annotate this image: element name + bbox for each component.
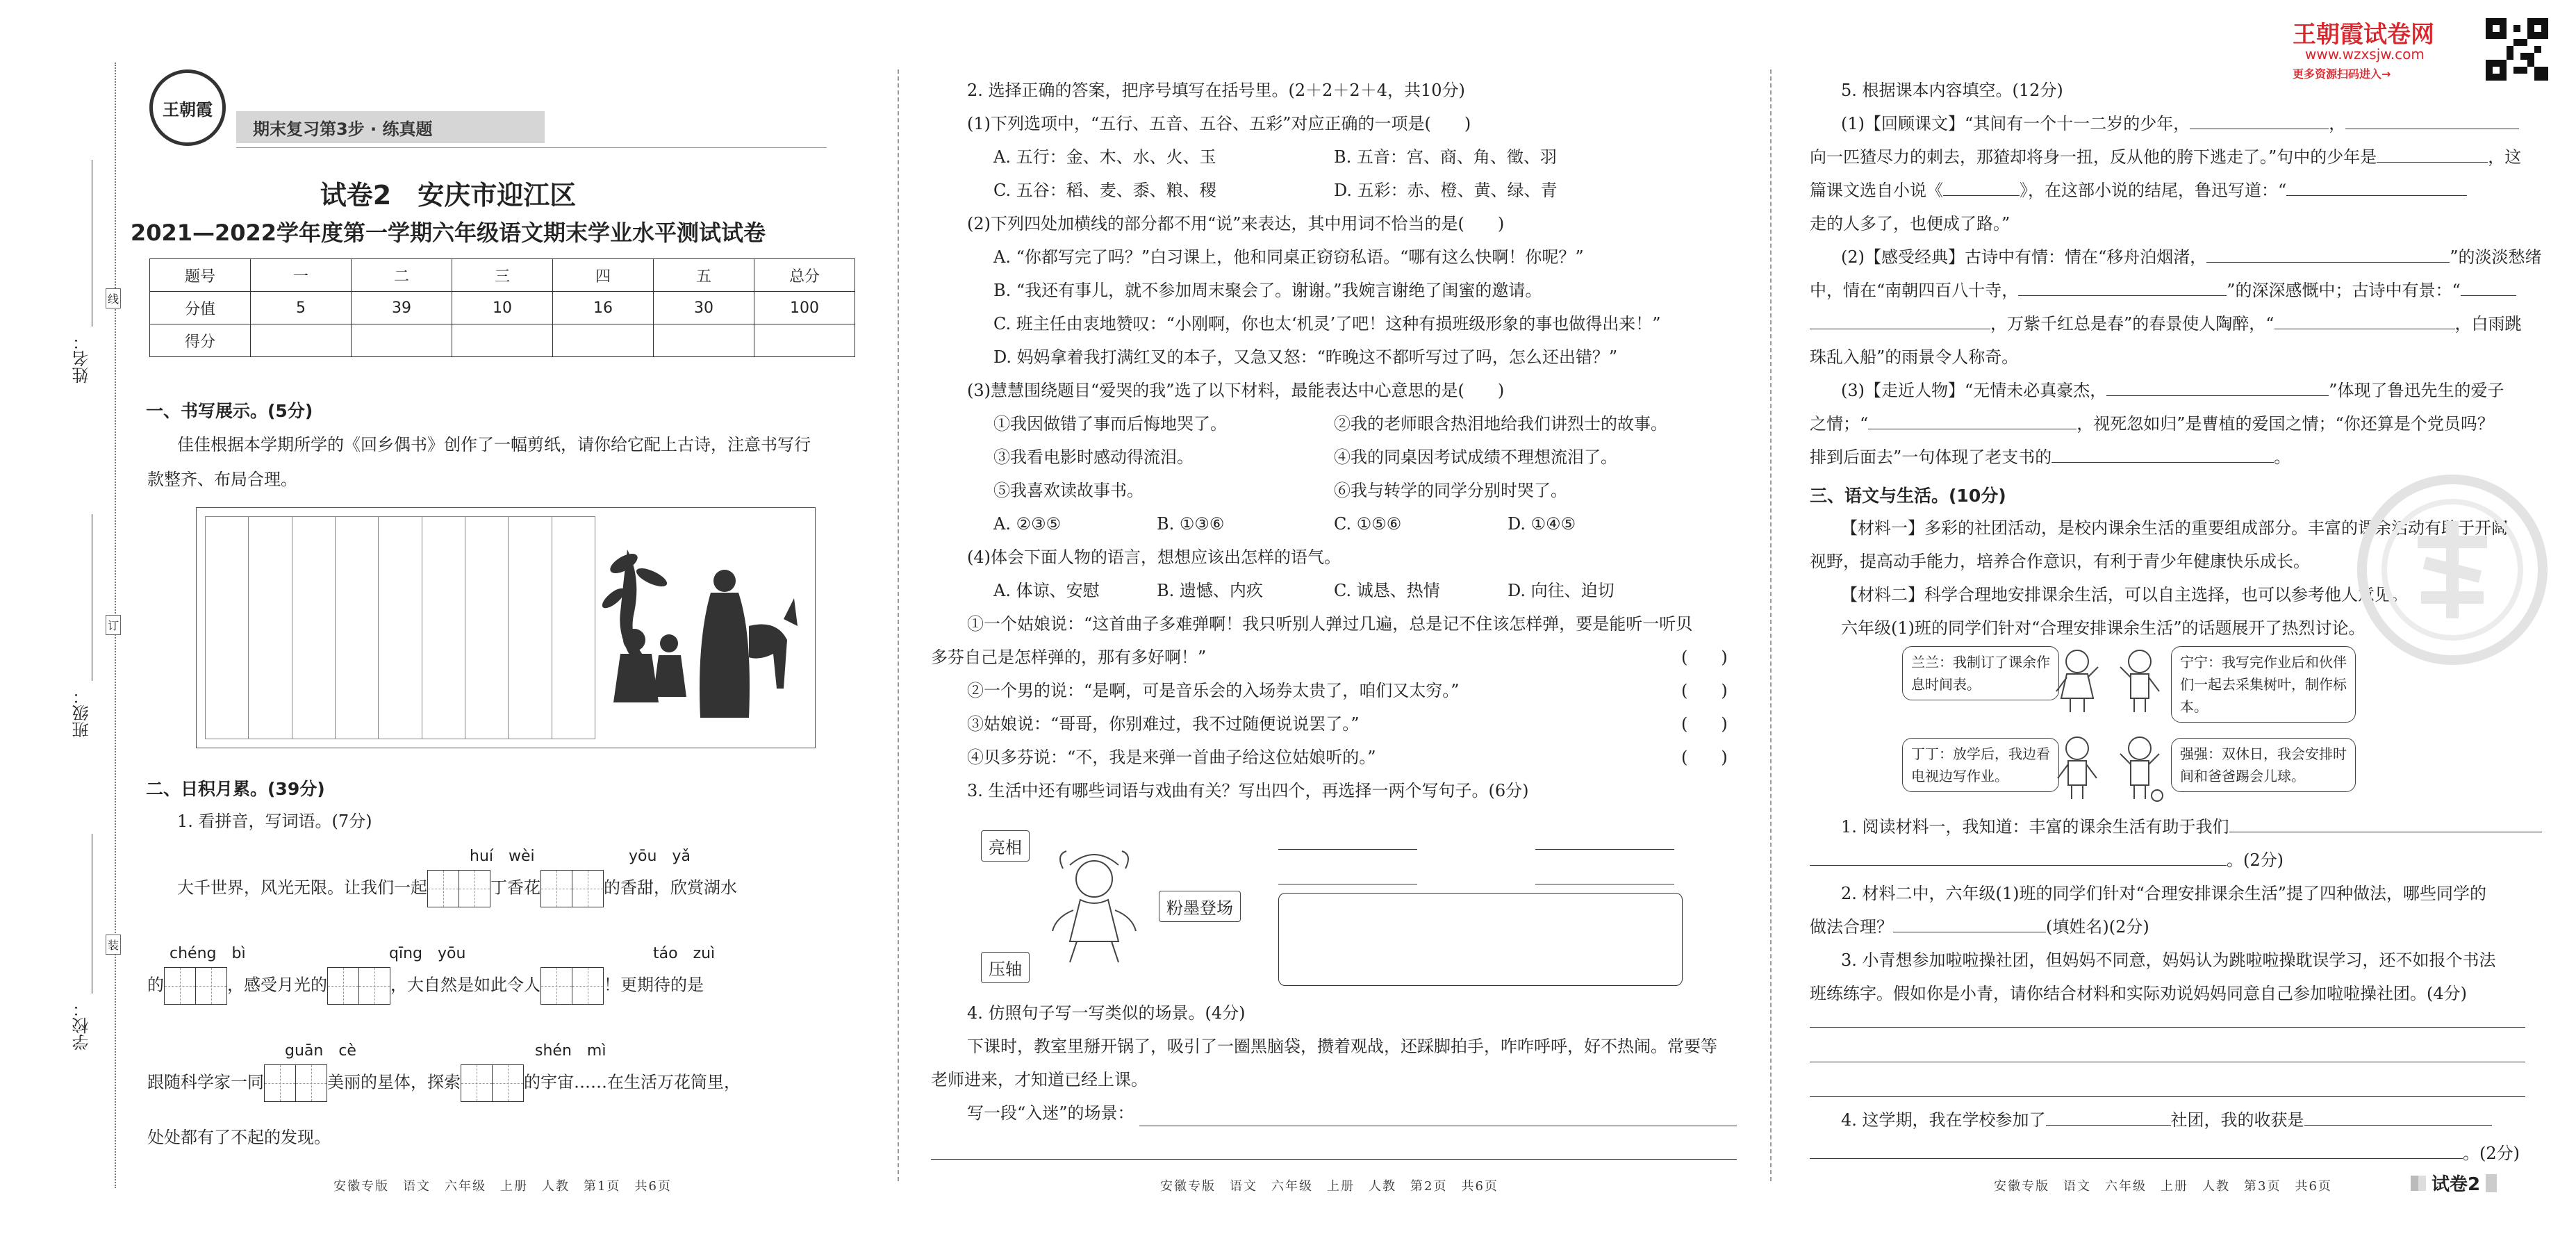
score-header-cell: 题号 [150, 259, 251, 292]
q3-title: 3. 生活中还有哪些词语与戏曲有关？写出四个，再选择一两个写句子。(6分) [967, 781, 1529, 800]
watermark-seal-icon [2355, 472, 2550, 667]
banner-rule [236, 147, 827, 148]
p4-text-a: 4. 这学期，我在学校参加了 [1841, 1110, 2046, 1130]
q1-title: 1. 看拼音，写词语。(7分) [177, 812, 372, 831]
q5-2-e: ，万紫千红总是春”的春景使人陶醉，“ [1990, 314, 2274, 334]
q5-1-a: (1)【回顾课文】“其间有一个十一二岁的少年， [1841, 114, 2190, 133]
paper-number-text: 试卷2 [2431, 1174, 2481, 1195]
answer-blank[interactable] [2046, 1108, 2171, 1126]
q4-prompt: 写一段“入迷”的场景： [967, 1103, 1134, 1123]
q5-1-g: 走的人多了，也便成了路。” [1810, 214, 2011, 233]
answer-blank[interactable] [1810, 848, 2227, 866]
answer-blank[interactable] [2345, 112, 2519, 129]
answer-blank[interactable] [1868, 412, 2077, 429]
exam-subtitle: 2021—2022学年度第一学期六年级语文期末学业水平测试试卷 [130, 220, 766, 246]
opera-figure-illustration [1042, 848, 1146, 966]
score-got-cell[interactable] [452, 324, 553, 357]
q5-2-line-2 [1810, 275, 2516, 307]
q5-3-a: (3)【走近人物】“无情未必真豪杰， [1841, 381, 2107, 400]
binding-mark-3: 装 [106, 935, 121, 955]
score-got-cell[interactable] [352, 324, 452, 357]
p2-text-a: 2. 材料二中，六年级(1)班的同学们针对“合理安排课余生活”提了四种做法，哪些同学的 [1841, 884, 2487, 903]
page-divider-2 [1770, 69, 1772, 1181]
q4-text-2: 老师进来，才知道已经上课。 [931, 1070, 1148, 1089]
page-3-footer: 安徽专版 语文 六年级 上册 人教 第3页 共6页 [1994, 1179, 2332, 1194]
q2-3: (3)慧慧围绕题目“爱哭的我”选了以下材料，最能表达中心意思的是( ) [967, 381, 1505, 400]
line-3 [147, 1064, 741, 1102]
score-value-cell: 39 [352, 292, 452, 324]
p3-text-b: 班练练字。假如你是小青，请你结合材料和实际劝说妈妈同意自己参加啦啦操社团。(4分) [1810, 984, 2467, 1003]
q5-1-c: 向一匹猹尽力的刺去，那猹却将身一扭，反从他的胯下逃走了。”句中的少年是 [1810, 147, 2377, 167]
q2-3-b: B. ①③⑥ [1157, 514, 1225, 534]
q5-3-d: ，视死忽如归”是曹植的爱国之情；“你还算是个党员吗？ [2077, 414, 2494, 434]
q5-1-d: ，这 [2488, 147, 2522, 167]
q2-4-s2: ②一个男的说：“是啊，可是音乐会的入场券太贵了，咱们又太穷。” [967, 681, 1460, 700]
q5-2-d: ”的深深感慨中；古诗中有景：“ [2227, 281, 2461, 300]
opera-word-fenmo: 粉墨登场 [1159, 891, 1241, 922]
score-header-cell: 三 [452, 259, 553, 292]
score-header-cell: 二 [352, 259, 452, 292]
qr-code-icon[interactable] [2486, 18, 2548, 81]
site-tip: 更多资源扫码进入→ [2293, 67, 2391, 81]
line-2-text-c: ，大自然是如此令人 [390, 975, 540, 995]
answer-blank[interactable] [2461, 279, 2516, 296]
writing-column[interactable] [422, 517, 465, 739]
q5-1-e: 篇课文选自小说《 [1810, 181, 1943, 200]
line-2-text-a: 的 [147, 975, 164, 995]
page-2-footer: 安徽专版 语文 六年级 上册 人教 第2页 共6页 [1160, 1179, 1498, 1194]
score-header-cell: 五 [654, 259, 754, 292]
paper-number-badge [2411, 1170, 2497, 1196]
badge-bar-icon [2486, 1174, 2497, 1192]
q2-1-a: A. 五行：金、木、水、火、玉 [993, 147, 1216, 167]
student-dingding-icon [2053, 733, 2102, 802]
student-lanlan-icon [2053, 646, 2102, 716]
binding-mark-2: 订 [106, 615, 121, 635]
q5-2-c: 中，情在“南朝四百八十寺， [1810, 281, 2019, 300]
binding-mark-1: 线 [106, 288, 121, 308]
p3-answer-line[interactable] [1810, 1096, 2525, 1097]
q2-3-d: D. ①④⑤ [1508, 514, 1576, 534]
p4-line-2 [1810, 1138, 2520, 1170]
sentence-box[interactable] [1278, 893, 1683, 986]
q4-text-1: 下课时，教室里掰开锅了，吸引了一圈黑脑袋，攒着观战，还踩脚拍手，咋咋呼呼，好不热闹。常要等 [967, 1037, 1717, 1056]
material-1-a: 【材料一】多彩的社团活动，是校内课余生活的重要组成部分。丰富的课余活动有助于开阔 [1841, 518, 2508, 538]
score-value-cell: 16 [553, 292, 654, 324]
q5-3-b: ”体现了鲁迅先生的爱子 [2329, 381, 2504, 400]
q2-1-b: B. 五音：宫、商、角、徵、羽 [1334, 147, 1557, 167]
q5-3-line-1 [1841, 375, 2504, 407]
section-3-title: 三、语文与生活。(10分) [1810, 486, 2006, 506]
q2-4-s4: ④贝多芬说：“不，我是来弹一首曲子给这位姑娘听的。” [967, 748, 1376, 767]
q2-3-c: C. ①⑤⑥ [1334, 514, 1402, 534]
pinyin-qingyou: qīng yōu [389, 945, 466, 962]
answer-boxes-qingyou[interactable] [327, 967, 390, 1005]
answer-blank[interactable] [2106, 379, 2329, 396]
line-1-text-a: 大千世界，风光无限。让我们一起 [177, 878, 427, 898]
word-line[interactable] [1535, 849, 1674, 850]
q2-4: (4)体会下面人物的语言，想想应该出怎样的语气。 [967, 548, 1341, 567]
speech-bubble-qiangqiang: 强强：双休日，我会安排时间和爸爸踢会儿球。 [2171, 738, 2356, 792]
q2-4-c: C. 诚恳、热情 [1334, 581, 1440, 600]
p3-answer-line[interactable] [1810, 1027, 2525, 1028]
q5-3-line-3 [1810, 442, 2290, 474]
score-value-cell: 分值 [150, 292, 251, 324]
q5-3-f: 。 [2274, 447, 2291, 467]
q5-2-line-1 [1841, 242, 2542, 274]
score-table-got-row [150, 324, 855, 357]
q4-title: 4. 仿照句子写一写类似的场景。(4分) [967, 1003, 1246, 1023]
answer-paren[interactable]: ( ) [1681, 748, 1728, 767]
q5-3-e: 排到后面去”一句体现了老支书的 [1810, 447, 2052, 467]
writing-column[interactable] [206, 517, 249, 739]
line-4: 处处都有了不起的发现。 [147, 1128, 331, 1147]
line-3-text-a: 跟随科学家一同 [147, 1072, 264, 1092]
exam-title: 试卷2 安庆市迎江区 [320, 180, 577, 211]
score-value-cell: 5 [251, 292, 352, 324]
q2-3-o5: ⑤我喜欢读故事书。 [993, 481, 1143, 500]
speech-bubble-ningning: 宁宁：我写完作业后和伙伴们一起去采集树叶，制作标本。 [2171, 646, 2356, 723]
answer-paren[interactable]: ( ) [1681, 648, 1728, 667]
speech-bubble-lanlan: 兰兰：我制订了课余作息时间表。 [1902, 646, 2059, 700]
answer-boxes-guance[interactable] [264, 1064, 327, 1102]
score-got-cell[interactable] [553, 324, 654, 357]
answer-blank[interactable] [2229, 815, 2542, 832]
q5-1-line-3 [1810, 175, 2467, 207]
q2-title: 2. 选择正确的答案，把序号填写在括号里。(2＋2＋2＋4，共10分) [967, 81, 1465, 100]
q2-3-o3: ③我看电影时感动得流泪。 [993, 447, 1194, 467]
q5-title: 5. 根据课本内容填空。(12分) [1841, 81, 2063, 100]
q5-1-b: ， [2329, 114, 2346, 133]
s1-text-2: 款整齐、布局合理。 [147, 470, 297, 489]
answer-boxes-taozui[interactable] [540, 967, 604, 1005]
answer-blank[interactable] [1810, 1142, 2463, 1159]
answer-blank[interactable] [1943, 179, 2020, 196]
score-value-cell: 30 [654, 292, 754, 324]
answer-boxes-youya[interactable] [540, 870, 604, 907]
line-2 [147, 967, 704, 1005]
q5-3-c: 之情；“ [1810, 414, 1869, 434]
p2-line-2 [1810, 912, 2149, 944]
writing-column[interactable] [249, 517, 292, 739]
q2-1-d: D. 五彩：赤、橙、黄、绿、青 [1334, 181, 1558, 200]
answer-blank[interactable] [2304, 1108, 2492, 1126]
q2-1: (1)下列选项中，“五行、五音、五谷、五彩”对应正确的一项是( ) [967, 114, 1471, 133]
pinyin-guance: guān cè [285, 1042, 356, 1060]
writing-column[interactable] [465, 517, 509, 739]
calligraphy-columns [205, 516, 595, 739]
line-1 [177, 870, 737, 907]
line-2-text-b: ，感受月光的 [227, 975, 327, 995]
q2-4-d: D. 向往、迫切 [1508, 581, 1615, 600]
binding-name-label: 姓名： [72, 334, 92, 384]
answer-blank[interactable] [2051, 445, 2274, 463]
binding-school-label: 学校： [72, 1001, 92, 1051]
pinyin-youya: yōu yǎ [629, 848, 691, 865]
answer-blank[interactable] [2206, 245, 2450, 263]
badge-squares-icon [2411, 1176, 2426, 1191]
q2-2-a: A. “你都写完了吗？”白习课上，他和同桌正窃窃私语。“哪有这么快啊！你呢？” [993, 247, 1584, 267]
q2-3-o4: ④我的同桌因考试成绩不理想流泪了。 [1334, 447, 1617, 467]
opera-word-yazhou: 压轴 [981, 952, 1030, 983]
p1-text: 1. 阅读材料一，我知道：丰富的课余生活有助于我们 [1841, 817, 2229, 837]
page-1-footer: 安徽专版 语文 六年级 上册 人教 第1页 共6页 [333, 1179, 672, 1194]
answer-blank[interactable] [2286, 179, 2467, 196]
s1-text-1: 佳佳根据本学期所学的《回乡偶书》创作了一幅剪纸，请你给它配上古诗，注意书写行 [177, 435, 811, 454]
line-3-text-b: 美丽的星体，探索 [327, 1072, 461, 1092]
q2-4-s1a: ①一个姑娘说：“这首曲子多难弹啊！我只听别人弹过几遍，总是记不住该怎样弹，要是能听一听贝 [967, 614, 1693, 634]
answer-blank[interactable] [2377, 145, 2488, 163]
q2-4-s1b: 多芬自己是怎样弹的，那有多好啊！” [931, 648, 1207, 667]
score-table-header-row [150, 259, 855, 292]
q5-3-line-2 [1810, 409, 2494, 441]
binding-class-label: 班级： [72, 688, 92, 738]
q2-4-b: B. 遗憾、内疚 [1157, 581, 1263, 600]
line-1-text-b: 丁香花 [490, 878, 540, 898]
q2-2-c: C. 班主任由衷地赞叹：“小刚啊，你也太‘机灵’了吧！这种有损班级形象的事也做得出来！” [993, 314, 1661, 334]
p1-end: 。(2分) [2227, 850, 2284, 870]
q2-2-d: D. 妈妈拿着我打满红叉的本子，又急又怒：“昨晚这不都听写过了吗，怎么还出错？” [993, 347, 1618, 367]
line-3-text-c: 的宇宙……在生活万花筒里， [524, 1072, 741, 1092]
discussion-intro: 六年级(1)班的同学们针对“合理安排课余生活”的话题展开了热烈讨论。 [1841, 618, 2366, 638]
score-header-cell: 总分 [754, 259, 855, 292]
q2-3-o1: ①我因做错了事而后悔地哭了。 [993, 414, 1227, 434]
line-1-text-c: 的香甜，欣赏湖水 [604, 878, 737, 898]
p2-text-b: 做法合理？ [1810, 917, 1893, 937]
p4-line [1841, 1105, 2492, 1137]
material-2: 【材料二】科学合理地安排课余生活，可以自主选择，也可以参考他人意见。 [1841, 585, 2408, 604]
writing-column[interactable] [336, 517, 379, 739]
page-divider-1 [898, 69, 899, 1181]
review-banner [236, 111, 545, 143]
answer-boxes-chengbi[interactable] [164, 967, 227, 1005]
site-url: www.wzxsjw.com [2305, 46, 2425, 63]
p3-text-a: 3. 小青想参加啦啦操社团，但妈妈不同意，妈妈认为跳啦啦操耽误学习，还不如报个书法 [1841, 950, 2496, 970]
answer-paren[interactable]: ( ) [1681, 714, 1728, 734]
q5-1-line-1 [1841, 108, 2519, 140]
opera-word-liangxiang: 亮相 [981, 830, 1030, 862]
writing-column[interactable] [292, 517, 336, 739]
score-got-cell[interactable] [654, 324, 754, 357]
p4-text-b: 社团，我的收获是 [2170, 1110, 2304, 1130]
q5-2-b: ”的淡淡愁绪 [2450, 247, 2542, 267]
score-value-cell: 10 [452, 292, 553, 324]
brand-logo [149, 69, 226, 146]
site-name: 王朝霞试卷网 [2293, 21, 2434, 49]
writing-column[interactable] [379, 517, 422, 739]
score-header-cell: 一 [251, 259, 352, 292]
student-qiangqiang-icon [2115, 733, 2164, 802]
section-2-title: 二、日积月累。(39分) [146, 779, 325, 799]
pinyin-shenmi: shén mì [535, 1042, 606, 1060]
pinyin-chengbi: chéng bì [170, 945, 246, 962]
student-ningning-icon [2115, 646, 2164, 716]
speech-bubble-dingding: 丁丁：放学后，我边看电视边写作业。 [1902, 738, 2059, 792]
q2-4-a: A. 体谅、安慰 [993, 581, 1100, 600]
calligraphy-area[interactable] [196, 507, 816, 748]
p1-line [1841, 812, 2542, 843]
material-1-b: 视野，提高动手能力，培养合作意识，有利于青少年健康快乐成长。 [1810, 552, 2310, 571]
score-got-cell[interactable] [251, 324, 352, 357]
score-got-cell[interactable] [754, 324, 855, 357]
writing-column[interactable] [509, 517, 552, 739]
pinyin-taozui: táo zuì [653, 945, 716, 962]
q5-2-g: 珠乱入船”的雨景令人称奇。 [1810, 347, 2019, 367]
q5-2-line-3 [1810, 308, 2522, 340]
q4-answer-line[interactable] [931, 1159, 1737, 1160]
brand-logo-text: 王朝霞 [163, 99, 213, 120]
q2-2: (2)下列四处加横线的部分都不用“说”来表达，其中用词不恰当的是( ) [967, 214, 1505, 233]
answer-blank[interactable] [2190, 112, 2329, 129]
q2-3-a: A. ②③⑤ [993, 514, 1062, 534]
pinyin-huiwei: huí wèi [470, 848, 535, 865]
answer-boxes-huiwei[interactable] [427, 870, 490, 907]
line-2-text-d: ！更期待的是 [604, 975, 704, 995]
word-line[interactable] [1278, 849, 1417, 850]
q2-2-b: B. “我还有事儿，就不参加周末聚会了。谢谢。”我婉言谢绝了闺蜜的邀请。 [993, 281, 1542, 300]
q5-2-f: ，白雨跳 [2454, 314, 2522, 334]
q5-2-a: (2)【感受经典】古诗中有情：情在“移舟泊烟渚， [1841, 247, 2207, 267]
section-1-title: 一、书写展示。(5分) [146, 401, 313, 421]
answer-blank[interactable] [2018, 279, 2227, 296]
score-got-label: 得分 [150, 324, 251, 357]
score-table-value-row [150, 292, 855, 324]
q2-3-o6: ⑥我与转学的同学分别时哭了。 [1334, 481, 1567, 500]
answer-blank[interactable] [2274, 312, 2455, 329]
p1-line-2 [1810, 845, 2284, 877]
score-header-cell: 四 [553, 259, 654, 292]
review-banner-text: 期末复习第3步 · 练真题 [253, 119, 433, 139]
q5-1-f: 》，在这部小说的结尾，鲁迅写道：“ [2020, 181, 2287, 200]
p2-text-c: (填姓名)(2分) [2046, 917, 2149, 937]
score-table [149, 258, 855, 357]
answer-paren[interactable]: ( ) [1681, 681, 1728, 700]
q2-1-c: C. 五谷：稻、麦、黍、粮、稷 [993, 181, 1216, 200]
answer-boxes-shenmi[interactable] [461, 1064, 524, 1102]
paper-cut-illustration [586, 522, 801, 737]
q2-4-s3: ③姑娘说：“哥哥，你别难过，我不过随便说说罢了。” [967, 714, 1360, 734]
answer-blank[interactable] [1810, 312, 1990, 329]
score-value-cell: 100 [754, 292, 855, 324]
q5-1-line-2 [1810, 142, 2521, 174]
p4-end: 。(2分) [2463, 1144, 2520, 1163]
q2-3-o2: ②我的老师眼含热泪地给我们讲烈士的故事。 [1334, 414, 1667, 434]
answer-blank[interactable] [1893, 915, 2046, 932]
